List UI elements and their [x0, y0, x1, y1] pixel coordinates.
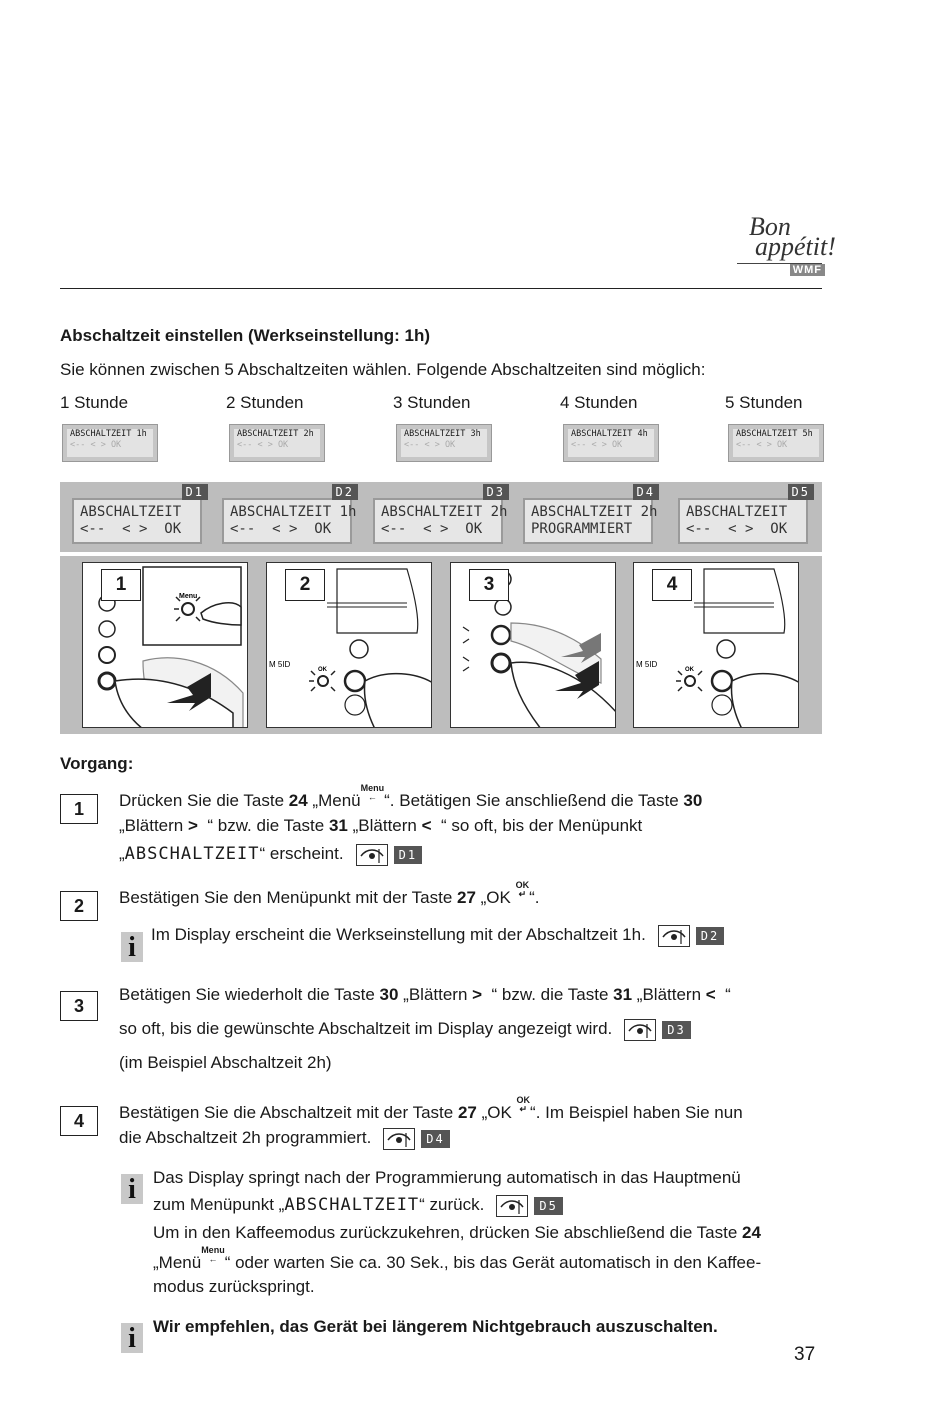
display-ref-d4: D4 — [421, 1130, 449, 1148]
display-view-icon — [496, 1195, 528, 1217]
mini-display-3 — [396, 424, 492, 462]
hour-option-4: 4 Stunden — [560, 393, 638, 412]
procedure-label: Vorgang — [60, 754, 128, 773]
logo-line-2: appétit! — [755, 232, 836, 261]
step-3-line-3: (im Beispiel Abschaltzeit 2h) — [119, 1053, 332, 1072]
step-4-line-2: die Abschaltzeit 2h programmiert. D4 — [119, 1124, 450, 1152]
logo-brand: WMF — [790, 264, 825, 276]
note-2-line-2: zum Menüpunkt „ABSCHALTZEIT“ zurück. D5 — [153, 1191, 563, 1219]
mini-display-line1: ABSCHALTZEIT 3h — [404, 429, 481, 439]
step-4-line-1: Bestätigen Sie die Abschaltzeit mit der Taste 27 „OK OK ↵ “. Im Beispiel haben Sie nun — [119, 1095, 743, 1122]
procedure-heading: Vorgang: — [60, 754, 134, 773]
hour-option-1: 1 Stunde — [60, 393, 129, 412]
hour-option-3: 3 Stunden — [393, 393, 471, 412]
step-1-line-1: Drücken Sie die Taste 24 „MenüMenu ← “. Betätigen Sie anschließend die Taste 30 — [119, 783, 703, 810]
mini-display-line2: <-- < > OK — [736, 440, 788, 450]
scroll-right-icon: > — [187, 816, 198, 835]
mini-display-line1: ABSCHALTZEIT 5h — [736, 429, 813, 439]
info-icon: i — [121, 1174, 143, 1204]
step-2-box: 2 — [60, 891, 98, 921]
display-line2: <-- < > OK — [80, 521, 182, 537]
illustration-2 — [266, 562, 432, 728]
illustration-1 — [82, 562, 248, 728]
mini-display-line2: <-- < > OK — [571, 440, 623, 450]
device-label: M 5ID — [636, 660, 658, 669]
display-d4 — [517, 485, 659, 548]
display-d1 — [66, 485, 208, 548]
note-2-line-1: Das Display springt nach der Programmierung automatisch in das Hauptmenü — [153, 1168, 741, 1187]
display-view-icon — [356, 844, 388, 866]
hours-row — [60, 393, 830, 417]
display-line2: PROGRAMMIERT — [531, 521, 633, 537]
device-label: M 5ID — [269, 660, 291, 669]
illustration-number: 2 — [285, 569, 325, 601]
bon-appetit-logo — [735, 210, 836, 280]
illustration-number: 4 — [652, 569, 692, 601]
step-1-line-3: „ABSCHALTZEIT“ erscheint. D1 — [119, 840, 422, 868]
display-line1: ABSCHALTZEIT — [686, 504, 788, 520]
display-line1: ABSCHALTZEIT 2h — [381, 504, 508, 520]
step-1-line-2: „Blättern > “ bzw. die Taste 31 „Blättern < “ so oft, bis der Menüpunkt — [119, 816, 643, 835]
display-d2 — [216, 485, 358, 548]
logo-line-1: Bon — [749, 212, 791, 241]
mini-display-line1: ABSCHALTZEIT 4h — [571, 429, 648, 439]
intro-text: Sie können zwischen 5 Abschaltzeiten wählen. Folgende Abschaltzeiten sind möglich: — [60, 360, 706, 379]
illustration-strip — [60, 556, 822, 734]
step-3-line-1: Betätigen Sie wiederholt die Taste 30 „Blättern > “ bzw. die Taste 31 „Blättern < “ — [119, 985, 731, 1004]
mini-display-5 — [728, 424, 824, 462]
info-icon: i — [121, 932, 143, 962]
note-2-line-4: „MenüMenu ← “ oder warten Sie ca. 30 Sek., bis das Gerät automatisch in den Kaffee- — [153, 1245, 762, 1272]
mini-display-2 — [229, 424, 325, 462]
display-line2: <-- < > OK — [381, 521, 483, 537]
illustration-number: 3 — [469, 569, 509, 601]
hour-option-5: 5 Stunden — [725, 393, 803, 412]
mini-display-line2: <-- < > OK — [70, 440, 122, 450]
display-tag: D4 — [633, 484, 659, 500]
mini-display-line1: ABSCHALTZEIT 2h — [237, 429, 314, 439]
step-2-line-1: Bestätigen Sie den Menüpunkt mit der Taste 27 „OK OK ↵ “. — [119, 880, 540, 907]
display-line1: ABSCHALTZEIT 2h — [531, 504, 658, 520]
display-line1: ABSCHALTZEIT — [80, 504, 182, 520]
header-rule — [60, 288, 822, 289]
menu-item-name: ABSCHALTZEIT — [284, 1195, 420, 1215]
display-line1: ABSCHALTZEIT 1h — [230, 504, 357, 520]
display-view-icon — [658, 925, 690, 947]
step-4-box: 4 — [60, 1106, 98, 1136]
menu-key-icon: Menu ← — [360, 783, 385, 802]
mini-display-line2: <-- < > OK — [404, 440, 456, 450]
display-view-icon — [383, 1128, 415, 1150]
illustration-3 — [450, 562, 616, 728]
display-strip — [60, 482, 822, 552]
scroll-left-icon: < — [421, 816, 432, 835]
note-2-line-3: Um in den Kaffeemodus zurückzukehren, drücken Sie abschließend die Taste 24 — [153, 1223, 761, 1242]
note-3-text: Wir empfehlen, das Gerät bei längerem Nichtgebrauch auszuschalten. — [153, 1317, 718, 1336]
menu-key-icon: Menu ← — [201, 1245, 225, 1264]
page-number: 37 — [794, 1344, 816, 1365]
display-tag: D3 — [483, 484, 509, 500]
display-view-icon — [624, 1019, 656, 1041]
info-icon: i — [121, 1323, 143, 1353]
illustration-number: 1 — [101, 569, 141, 601]
step-3-box: 3 — [60, 991, 98, 1021]
ok-key-label: OK — [685, 667, 694, 673]
section-title: Abschaltzeit einstellen (Werkseinstellung: 1h) — [60, 326, 430, 345]
display-ref-d3: D3 — [662, 1021, 690, 1039]
display-d3 — [367, 485, 509, 548]
display-tag: D2 — [332, 484, 358, 500]
menu-key-label: Menu — [179, 593, 198, 600]
display-tag: D1 — [182, 484, 208, 500]
mini-display-line1: ABSCHALTZEIT 1h — [70, 429, 147, 439]
mini-display-1 — [62, 424, 158, 462]
display-d5 — [672, 485, 814, 548]
mini-display-line2: <-- < > OK — [237, 440, 289, 450]
ok-key-icon: OK ↵ — [515, 880, 530, 899]
scroll-left-icon: < — [705, 985, 716, 1004]
note-2-line-5: modus zurückspringt. — [153, 1277, 315, 1296]
display-ref-d1: D1 — [394, 846, 422, 864]
display-ref-d5: D5 — [534, 1197, 562, 1215]
display-line2: <-- < > OK — [686, 521, 788, 537]
display-tag: D5 — [788, 484, 814, 500]
step-3-line-2: so oft, bis die gewünschte Abschaltzeit im Display angezeigt wird. D3 — [119, 1015, 691, 1043]
display-ref-d2: D2 — [696, 927, 724, 945]
scroll-right-icon: > — [472, 985, 483, 1004]
note-1-text: Im Display erscheint die Werkseinstellung mit der Abschaltzeit 1h. D2 — [151, 921, 724, 949]
mini-display-4 — [563, 424, 659, 462]
illustration-4 — [633, 562, 799, 728]
ok-key-label: OK — [318, 667, 327, 673]
ok-key-icon: OK ↵ — [516, 1095, 531, 1114]
hour-option-2: 2 Stunden — [226, 393, 304, 412]
menu-item-name: ABSCHALTZEIT — [124, 844, 260, 864]
display-line2: <-- < > OK — [230, 521, 332, 537]
step-1-box: 1 — [60, 794, 98, 824]
